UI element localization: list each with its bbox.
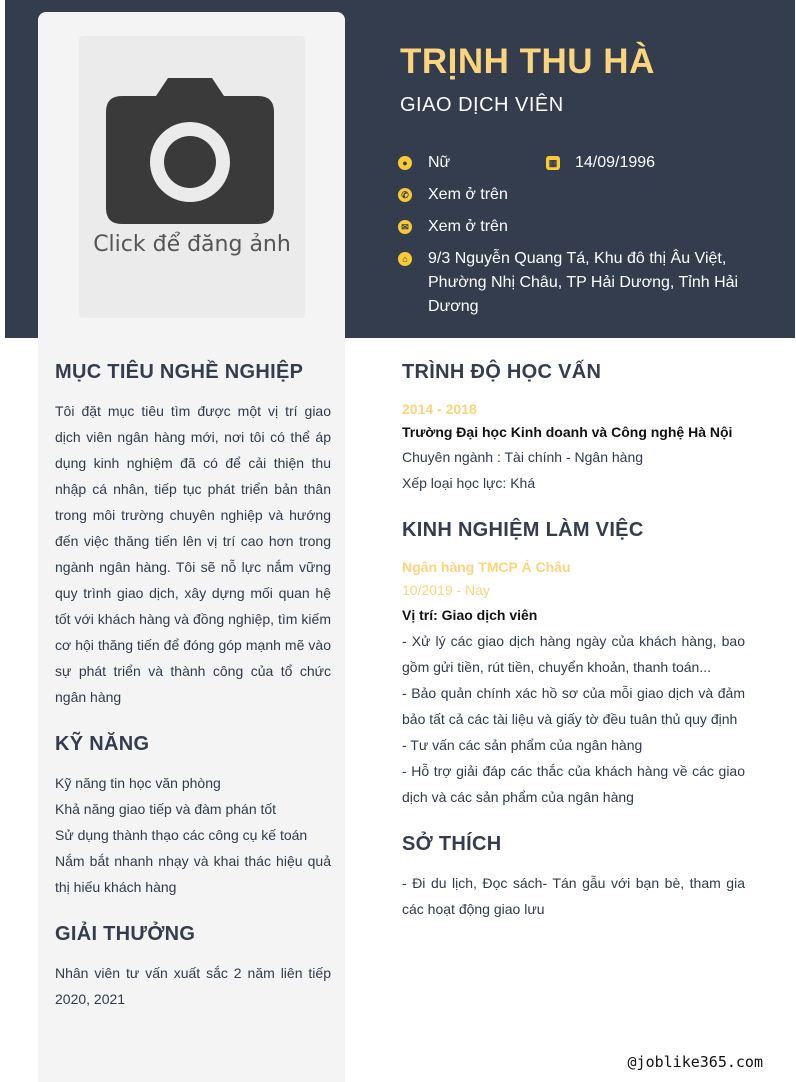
awards-text: Nhân viên tư vấn xuất sắc 2 năm liên tiếp 2020, 2021: [55, 965, 331, 1007]
experience-heading: KINH NGHIỆM LÀM VIỆC: [402, 519, 644, 541]
duty-item: - Xử lý các giao dịch hàng ngày của khách hàng, bao gồm gửi tiền, rút tiền, chuyển khoản, thanh toán...: [402, 633, 745, 675]
phone-value: Xem ở trên: [428, 186, 508, 203]
duty-item: - Hỗ trợ giải đáp các thắc của khách hàng về các giao dịch và các sản phẩm của ngân hàng: [402, 763, 745, 805]
education-period: 2014 - 2018: [402, 401, 477, 417]
email-value: Xem ở trên: [428, 218, 508, 235]
education-major: Chuyên ngành : Tài chính - Ngân hàng: [402, 449, 644, 465]
hobbies-heading: SỞ THÍCH: [402, 833, 502, 855]
photo-upload-label: Click để đăng ảnh: [93, 232, 291, 257]
awards-heading: GIẢI THƯỞNG: [55, 923, 196, 945]
phone-icon: ✆: [398, 188, 412, 202]
mail-icon: ✉: [398, 220, 412, 234]
skills-heading: KỸ NĂNG: [55, 733, 150, 755]
skill-item: Kỹ năng tin học văn phòng: [55, 775, 221, 791]
objective-heading: MỤC TIÊU NGHỀ NGHIỆP: [55, 361, 304, 383]
duty-item: - Bảo quản chính xác hồ sơ của mỗi giao dịch và đảm bảo tất cả các tài liệu và giấy tờ đều tuân thủ quy định: [402, 685, 745, 727]
birthday-value: 14/09/1996: [575, 154, 656, 171]
duty-item: - Tư vấn các sản phẩm của ngân hàng: [402, 737, 643, 753]
skill-item: Khả năng giao tiếp và đàm phán tốt: [55, 801, 277, 817]
skill-item: Sử dụng thành thạo các công cụ kế toán: [55, 827, 308, 843]
education-grade: Xếp loại học lực: Khá: [402, 475, 536, 491]
experience-period: 10/2019 - Nay: [402, 582, 490, 598]
candidate-name: TRỊNH THU HÀ: [400, 42, 655, 81]
camera-icon: [106, 78, 274, 224]
gender-value: Nữ: [428, 154, 451, 171]
site-watermark: @joblike365.com: [627, 1053, 763, 1071]
company-name: Ngân hàng TMCP Á Châu: [402, 559, 571, 575]
education-heading: TRÌNH ĐỘ HỌC VẤN: [402, 361, 602, 383]
school-name: Trường Đại học Kinh doanh và Công nghệ Hà Nội: [402, 424, 733, 440]
skill-item: Nắm bắt nhanh nhạy và khai thác hiệu quả thị hiếu khách hàng: [55, 853, 331, 895]
calendar-icon: ▦: [546, 156, 560, 170]
duties-list: [402, 628, 745, 810]
photo-upload[interactable]: [79, 36, 305, 318]
job-title: GIAO DỊCH VIÊN: [400, 94, 564, 116]
experience-position: Vị trí: Giao dịch viên: [402, 607, 538, 623]
skills-list: [55, 770, 331, 900]
hobbies-text: - Đi du lịch, Đọc sách- Tán gẫu với bạn bè, tham gia các hoạt động giao lưu: [402, 875, 745, 917]
user-icon: ●: [398, 156, 412, 170]
address-value: 9/3 Nguyễn Quang Tá, Khu đô thị Âu Việt, Phường Nhị Châu, TP Hải Dương, Tỉnh Hải Dương: [428, 250, 739, 315]
objective-text: Tôi đặt mục tiêu tìm được một vị trí giao dịch viên ngân hàng mới, nơi tôi có thể áp dụng kinh nghiệm đã có để cải thiện thu nhập cá nhân, tiếp tục phát triển bản thân trong môi trường chuyên nghiệp và hướng đến việc thăng tiến lên vị trí cao hơn trong ngành ngân hàng. Tôi sẽ nỗ lực nắm vững quy trình giao dịch, xây dựng mối quan hệ tốt với khách hàng và đồng nghiệp, tìm kiếm cơ hội thăng tiến để đóng góp mạnh mẽ vào sự phát triển và thành công của tổ chức ngân hàng: [55, 403, 331, 705]
home-icon: ⌂: [398, 252, 412, 266]
